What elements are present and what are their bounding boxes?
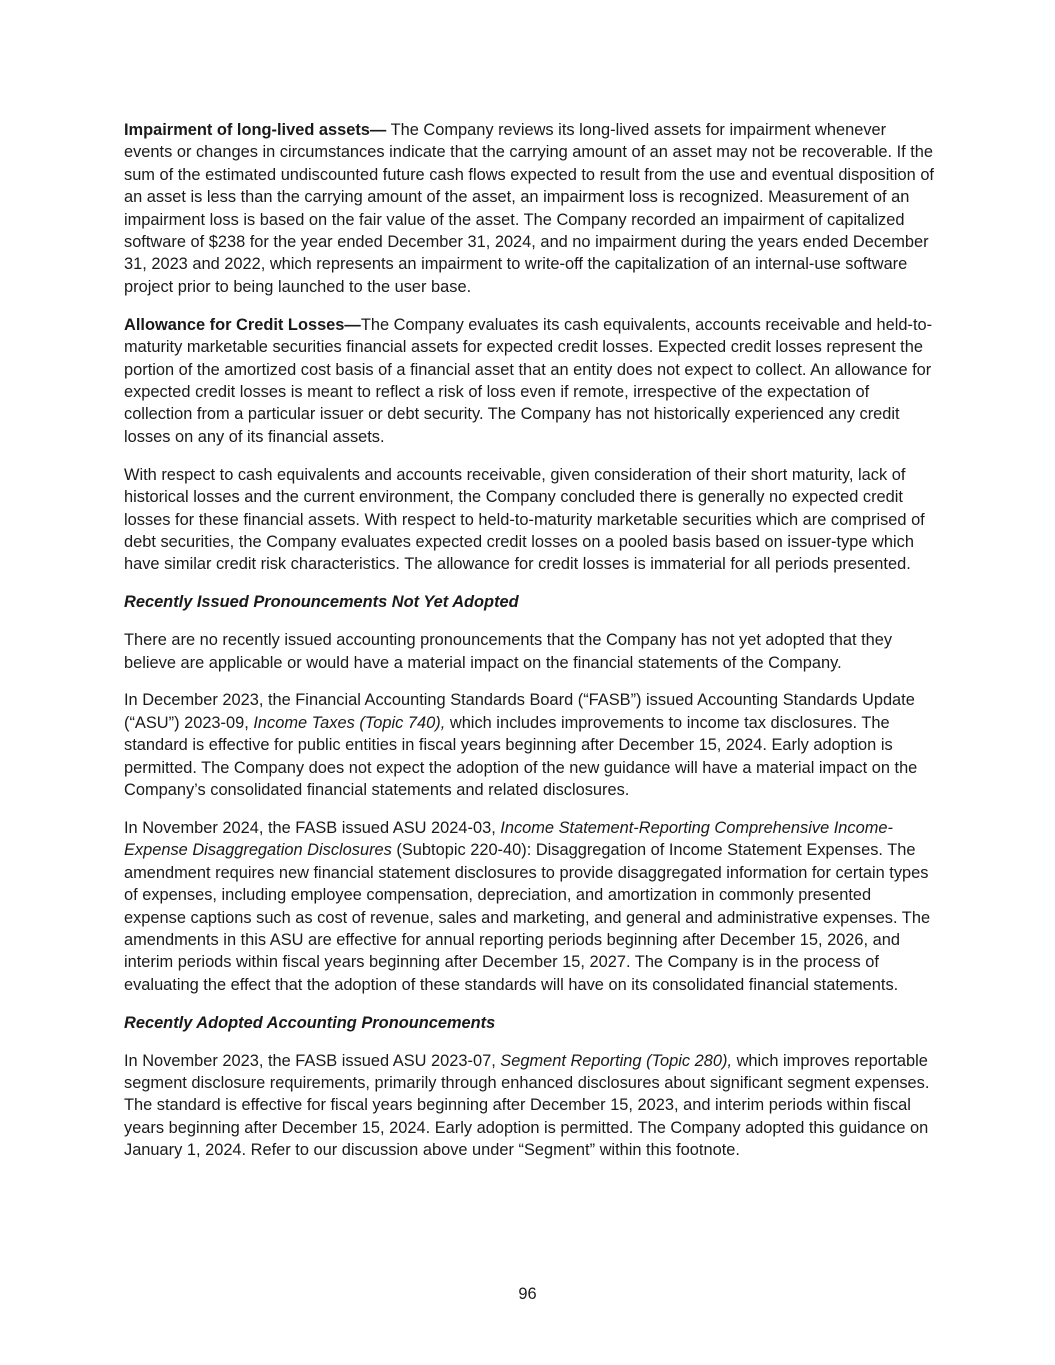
asu-2023-07-title: Segment Reporting (Topic 280), bbox=[500, 1051, 733, 1070]
document-body bbox=[124, 119, 936, 1177]
asu-2023-09-after: which includes improvements to income tax disclosures. The standard is effective for public entities in fiscal years beginning after December 15, 2024. Early adoption is permitted. The Company does not expect the adoption of the new guidance will have a material impact on the Company’s consolidated financial statements and related disclosures. bbox=[124, 713, 918, 800]
credit-losses-paragraph bbox=[124, 314, 936, 448]
not-yet-adopted-intro: There are no recently issued accounting pronouncements that the Company has not yet adopted that they believe are applicable or would have a material impact on the financial statements of the Company. bbox=[124, 631, 893, 672]
page-number: 96 bbox=[518, 1285, 537, 1303]
asu-2024-03-paragraph bbox=[124, 817, 936, 996]
asu-2024-03-after: (Subtopic 220-40): Disaggregation of Income Statement Expenses. The amendment requires new financial statement disclosures to provide disaggregated information for certain types of expenses, including employee compensation, depreciation, and amortization in commonly presented expense captions such as cost of revenue, sales and marketing, and general and administrative expenses. The amendments in this ASU are effective for annual reporting periods beginning after December 15, 2026, and interim periods within fiscal years beginning after December 15, 2027. The Company is in the process of evaluating the effect that the adoption of these standards will have on its consolidated financial statements. bbox=[124, 841, 931, 994]
asu-2023-07-before: In November 2023, the FASB issued ASU 2023-07, bbox=[124, 1051, 501, 1070]
impairment-text: The Company reviews its long-lived assets for impairment whenever events or changes in circumstances indicate that the carrying amount of an asset may not be recoverable. If the sum of the estimated undiscounted future cash flows expected to result from the use and eventual disposition of an asset is less than the carrying amount of the asset, an impairment loss is recognized. Measurement of an impairment loss is based on the fair value of the asset. The Company recorded an impairment of capitalized software of $238 for the year ended December 31, 2024, and no impairment during the years ended December 31, 2023 and 2022, which represents an impairment to write-off the capitalization of an internal-use software project prior to being launched to the user base. bbox=[124, 121, 934, 296]
credit-losses-text: The Company evaluates its cash equivalents, accounts receivable and held-to-maturity marketable securities financial assets for expected credit losses. Expected credit losses represent the portion of the amortized cost basis of a financial asset that an entity does not expect to collect. An allowance for expected credit losses is meant to reflect a risk of loss even if remote, irrespective of the expectation of collection from a particular issuer or debt security. The Company has not historically experienced any credit losses on any of its financial assets. bbox=[124, 315, 933, 446]
asu-2023-07-after: which improves reportable segment disclosure requirements, primarily through enhanced disclosures about significant segment expenses. The standard is effective for fiscal years beginning after December 15, 2023, and interim periods within fiscal years beginning after December 15, 2024. Early adoption is permitted. The Company adopted this guidance on January 1, 2024. Refer to our discussion above under “Segment” within this footnote. bbox=[124, 1051, 930, 1160]
asu-2023-07-paragraph bbox=[124, 1050, 936, 1162]
asu-2023-09-paragraph bbox=[124, 689, 936, 801]
impairment-label: Impairment of long-lived assets— bbox=[124, 121, 387, 139]
asu-2024-03-before: In November 2024, the FASB issued ASU 2024-03, bbox=[124, 818, 501, 837]
not-yet-adopted-heading: Recently Issued Pronouncements Not Yet Adopted bbox=[124, 593, 519, 612]
impairment-paragraph bbox=[124, 119, 936, 298]
asu-2023-09-before: In December 2023, the Financial Accounting Standards Board (“FASB”) issued Accounting Standards Update (“ASU”) 2023-09, bbox=[124, 691, 915, 732]
asu-2023-09-title: Income Taxes (Topic 740), bbox=[253, 713, 446, 732]
credit-losses-label: Allowance for Credit Losses— bbox=[124, 315, 361, 334]
asu-2024-03-title: Income Statement-Reporting Comprehensive Income-Expense Disaggregation Disclosures bbox=[124, 818, 893, 860]
adopted-heading: Recently Adopted Accounting Pronouncements bbox=[124, 1013, 496, 1032]
cash-equivalents-paragraph: With respect to cash equivalents and accounts receivable, given consideration of their short maturity, lack of historical losses and the current environment, the Company concluded there is generally no expected credit losses for these financial assets. With respect to held-to-maturity marketable securities which are comprised of debt securities, the Company evaluates expected credit losses on a pooled basis based on issuer-type which have similar credit risk characteristics. The allowance for credit losses is immaterial for all periods presented. bbox=[124, 465, 925, 574]
